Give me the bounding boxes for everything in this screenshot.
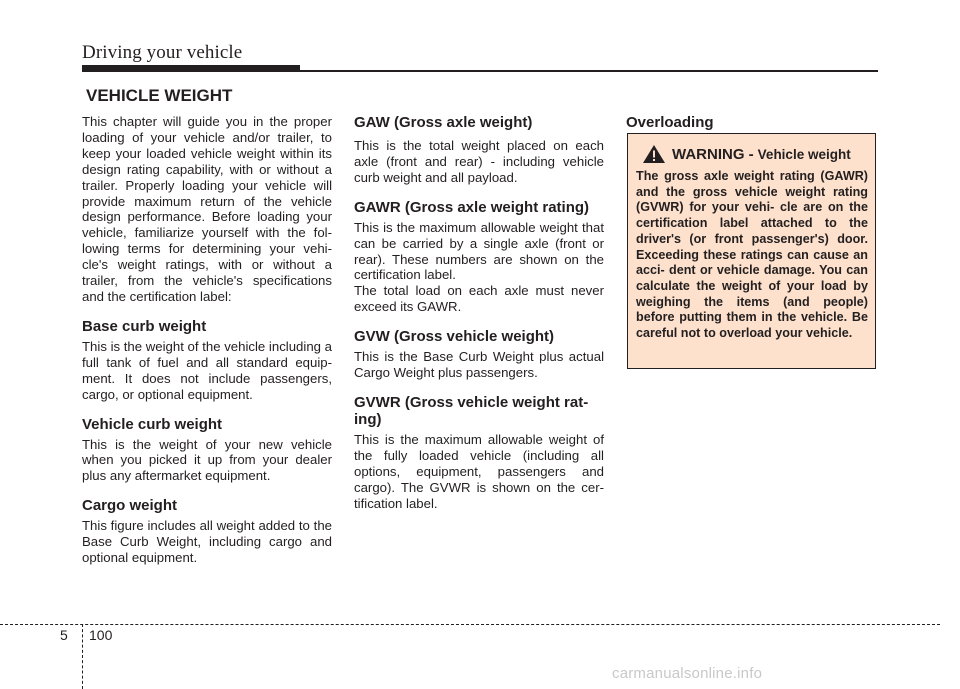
gvw-text: This is the Base Curb Weight plus actual Cargo Weight plus passengers.: [354, 349, 604, 381]
column-1: [82, 114, 332, 566]
watermark: carmanualsonline.info: [612, 665, 763, 682]
warning-label: WARNING -: [672, 145, 754, 163]
base-curb-weight-text: This is the weight of the vehicle including a full tank of fuel and all standard equip- ment. It does not include passengers, cargo, or optional equipment.: [82, 338, 332, 402]
page-number: 100: [89, 627, 113, 643]
intro-paragraph: This chapter will guide you in the proper loading of your vehicle and/or trailer, to keep your loaded vehicle weight within its design rating capability, with or without a trailer. Properly loading your vehicle will provide maximum return of the vehicle design performance. Before loading your vehicle, familiarize yourself with the fol- lowing terms for determining your vehi- cle's weight ratings, with or without a trailer, from the vehicle's specifications and the certification label:: [82, 114, 332, 304]
gaw-text: This is the total weight placed on each axle (front and rear) - including vehicle curb weight and all payload.: [354, 138, 604, 185]
header-title: Driving your vehicle: [82, 42, 243, 63]
gvwr-text: This is the maximum allowable weight of the fully loaded vehicle (including all options, equipment, passengers and cargo). The GVWR is shown on the cer- tification label.: [354, 431, 604, 511]
warning-subtitle: Vehicle weight: [757, 146, 851, 162]
header-rule-thin: [300, 70, 878, 72]
warning-triangle-icon: [642, 144, 666, 164]
warning-box: [627, 133, 876, 369]
chapter-number: 5: [60, 627, 68, 643]
cargo-weight-heading: Cargo weight: [82, 497, 178, 515]
vehicle-curb-weight-heading: Vehicle curb weight: [82, 415, 223, 433]
footer-vertical-rule: [82, 624, 83, 689]
warning-header: [642, 144, 851, 164]
base-curb-weight-heading: Base curb weight: [82, 317, 207, 335]
vehicle-curb-weight-text: This is the weight of your new vehicle when you picked it up from your dealer plus any aftermarket equipment.: [82, 436, 332, 484]
overloading-heading: Overloading: [626, 114, 714, 131]
gvw-heading: GVW (Gross vehicle weight): [354, 328, 555, 346]
column-3: [626, 114, 876, 131]
gaw-heading: GAW (Gross axle weight): [354, 114, 533, 131]
gawr-heading: GAWR (Gross axle weight rating): [354, 198, 590, 216]
section-title: VEHICLE WEIGHT: [86, 86, 233, 105]
gawr-text-1: This is the maximum allowable weight that can be carried by a single axle (front or rear). These numbers are shown on the certification label.: [354, 219, 604, 283]
gvwr-heading: GVWR (Gross vehicle weight rat- ing): [354, 393, 589, 428]
footer-rule: [0, 624, 940, 625]
cargo-weight-text: This figure includes all weight added to the Base Curb Weight, including cargo and optional equipment.: [82, 518, 332, 566]
header-rule-thick: [82, 65, 300, 72]
gawr-text-2: The total load on each axle must never exceed its GAWR.: [354, 283, 604, 315]
column-2: [354, 114, 604, 512]
warning-body: The gross axle weight rating (GAWR) and the gross vehicle weight rating (GVWR) for your vehi- cle are on the certification label attached to the driver's (or front passenger's) door. Exceeding these ratings can cause an acci- dent or vehicle damage. You can calculate the weight of your load by weighing the items (and people) before putting them in the vehicle. Be careful not to overload your vehicle.: [636, 169, 868, 341]
